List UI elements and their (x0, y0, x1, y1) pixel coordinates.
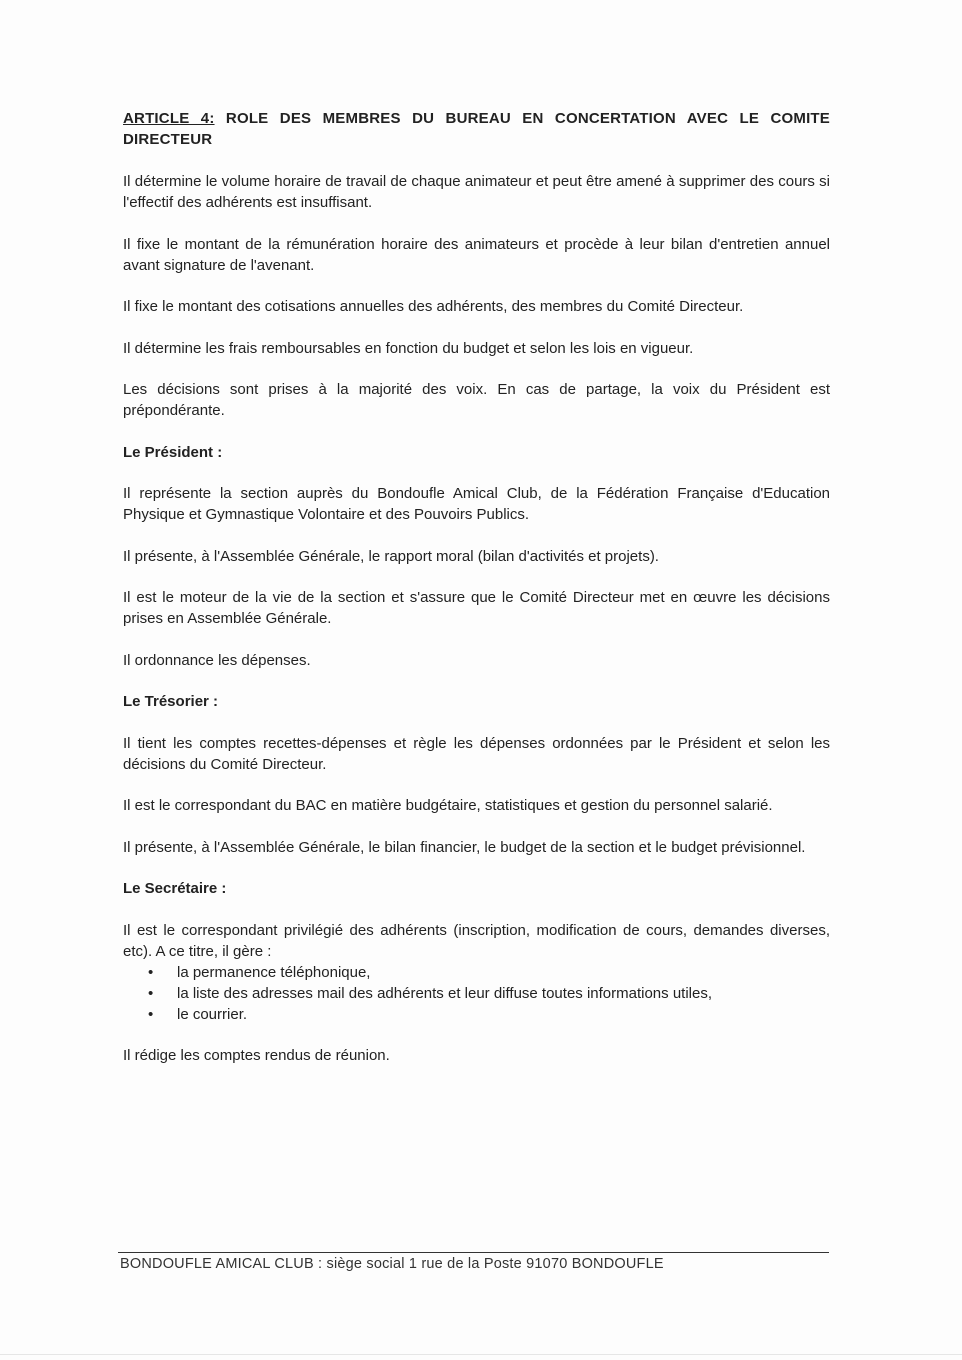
list-item (148, 962, 830, 983)
list-item (148, 1004, 830, 1025)
list-item-text: la permanence téléphonique, (177, 963, 371, 981)
secretaire-heading: Le Secrétaire : (123, 880, 227, 897)
list-item-text: le courrier. (177, 1005, 248, 1023)
paragraph: Il ordonnance les dépenses. (123, 651, 311, 669)
tresorier-heading: Le Trésorier : (123, 693, 219, 710)
president-heading: Le Président : (123, 443, 223, 461)
footer-text: BONDOUFLE AMICAL CLUB : siège social 1 rue de la Poste 91070 BONDOUFLE (120, 1256, 664, 1272)
paragraph: Les décisions sont prises à la majorité des voix. En cas de partage, la voix du Président est prépondérante. (123, 381, 830, 419)
bullet-icon: • (148, 1005, 154, 1023)
list-item (148, 983, 830, 1004)
bullet-icon: • (148, 984, 154, 1002)
article-number: ARTICLE 4: (123, 110, 215, 127)
paragraph: Il tient les comptes recettes-dépenses et règle les dépenses ordonnées par le Président et selon les décisions du Comité Directeur. (123, 734, 830, 773)
paragraph: Il détermine le volume horaire de travail de chaque animateur et peut être amené à supprimer des cours si l'effectif des adhérents est insuffisant. (123, 173, 830, 211)
secretaire-task-list (123, 962, 830, 1025)
document-content (123, 108, 830, 1087)
paragraph: Il fixe le montant de la rémunération horaire des animateurs et procède à leur bilan d'entretien annuel avant signature de l'avenant. (123, 235, 830, 274)
paragraph: Il est le moteur de la vie de la section et s'assure que le Comité Directeur met en œuvre les décisions prises en Assemblée Générale. (123, 589, 830, 627)
list-item-text: la liste des adresses mail des adhérents et leur diffuse toutes informations utiles, (177, 984, 713, 1002)
paragraph: Il présente, à l'Assemblée Générale, le bilan financier, le budget de la section et le budget prévisionnel. (123, 838, 806, 856)
bullet-icon: • (148, 963, 154, 981)
paragraph: Il est le correspondant privilégié des adhérents (inscription, modification de cours, demandes diverses, etc). A ce titre, il gère : (123, 921, 830, 960)
paragraph: Il fixe le montant des cotisations annuelles des adhérents, des membres du Comité Directeur. (123, 298, 744, 315)
article-title (123, 108, 830, 150)
paragraph: Il détermine les frais remboursables en fonction du budget et selon les lois en vigueur. (123, 339, 694, 357)
article-title-text: ROLE DES MEMBRES DU BUREAU EN CONCERTATION AVEC LE COMITE DIRECTEUR (123, 110, 831, 148)
page-edge (0, 1354, 962, 1355)
footer-divider (118, 1252, 829, 1253)
paragraph: Il représente la section auprès du Bondoufle Amical Club, de la Fédération Française d'Education Physique et Gymnastique Volontaire et des Pouvoirs Publics. (123, 485, 830, 523)
paragraph: Il rédige les comptes rendus de réunion. (123, 1047, 390, 1064)
paragraph: Il est le correspondant du BAC en matière budgétaire, statistiques et gestion du personnel salarié. (123, 797, 773, 814)
paragraph: Il présente, à l'Assemblée Générale, le rapport moral (bilan d'activités et projets). (123, 547, 659, 565)
